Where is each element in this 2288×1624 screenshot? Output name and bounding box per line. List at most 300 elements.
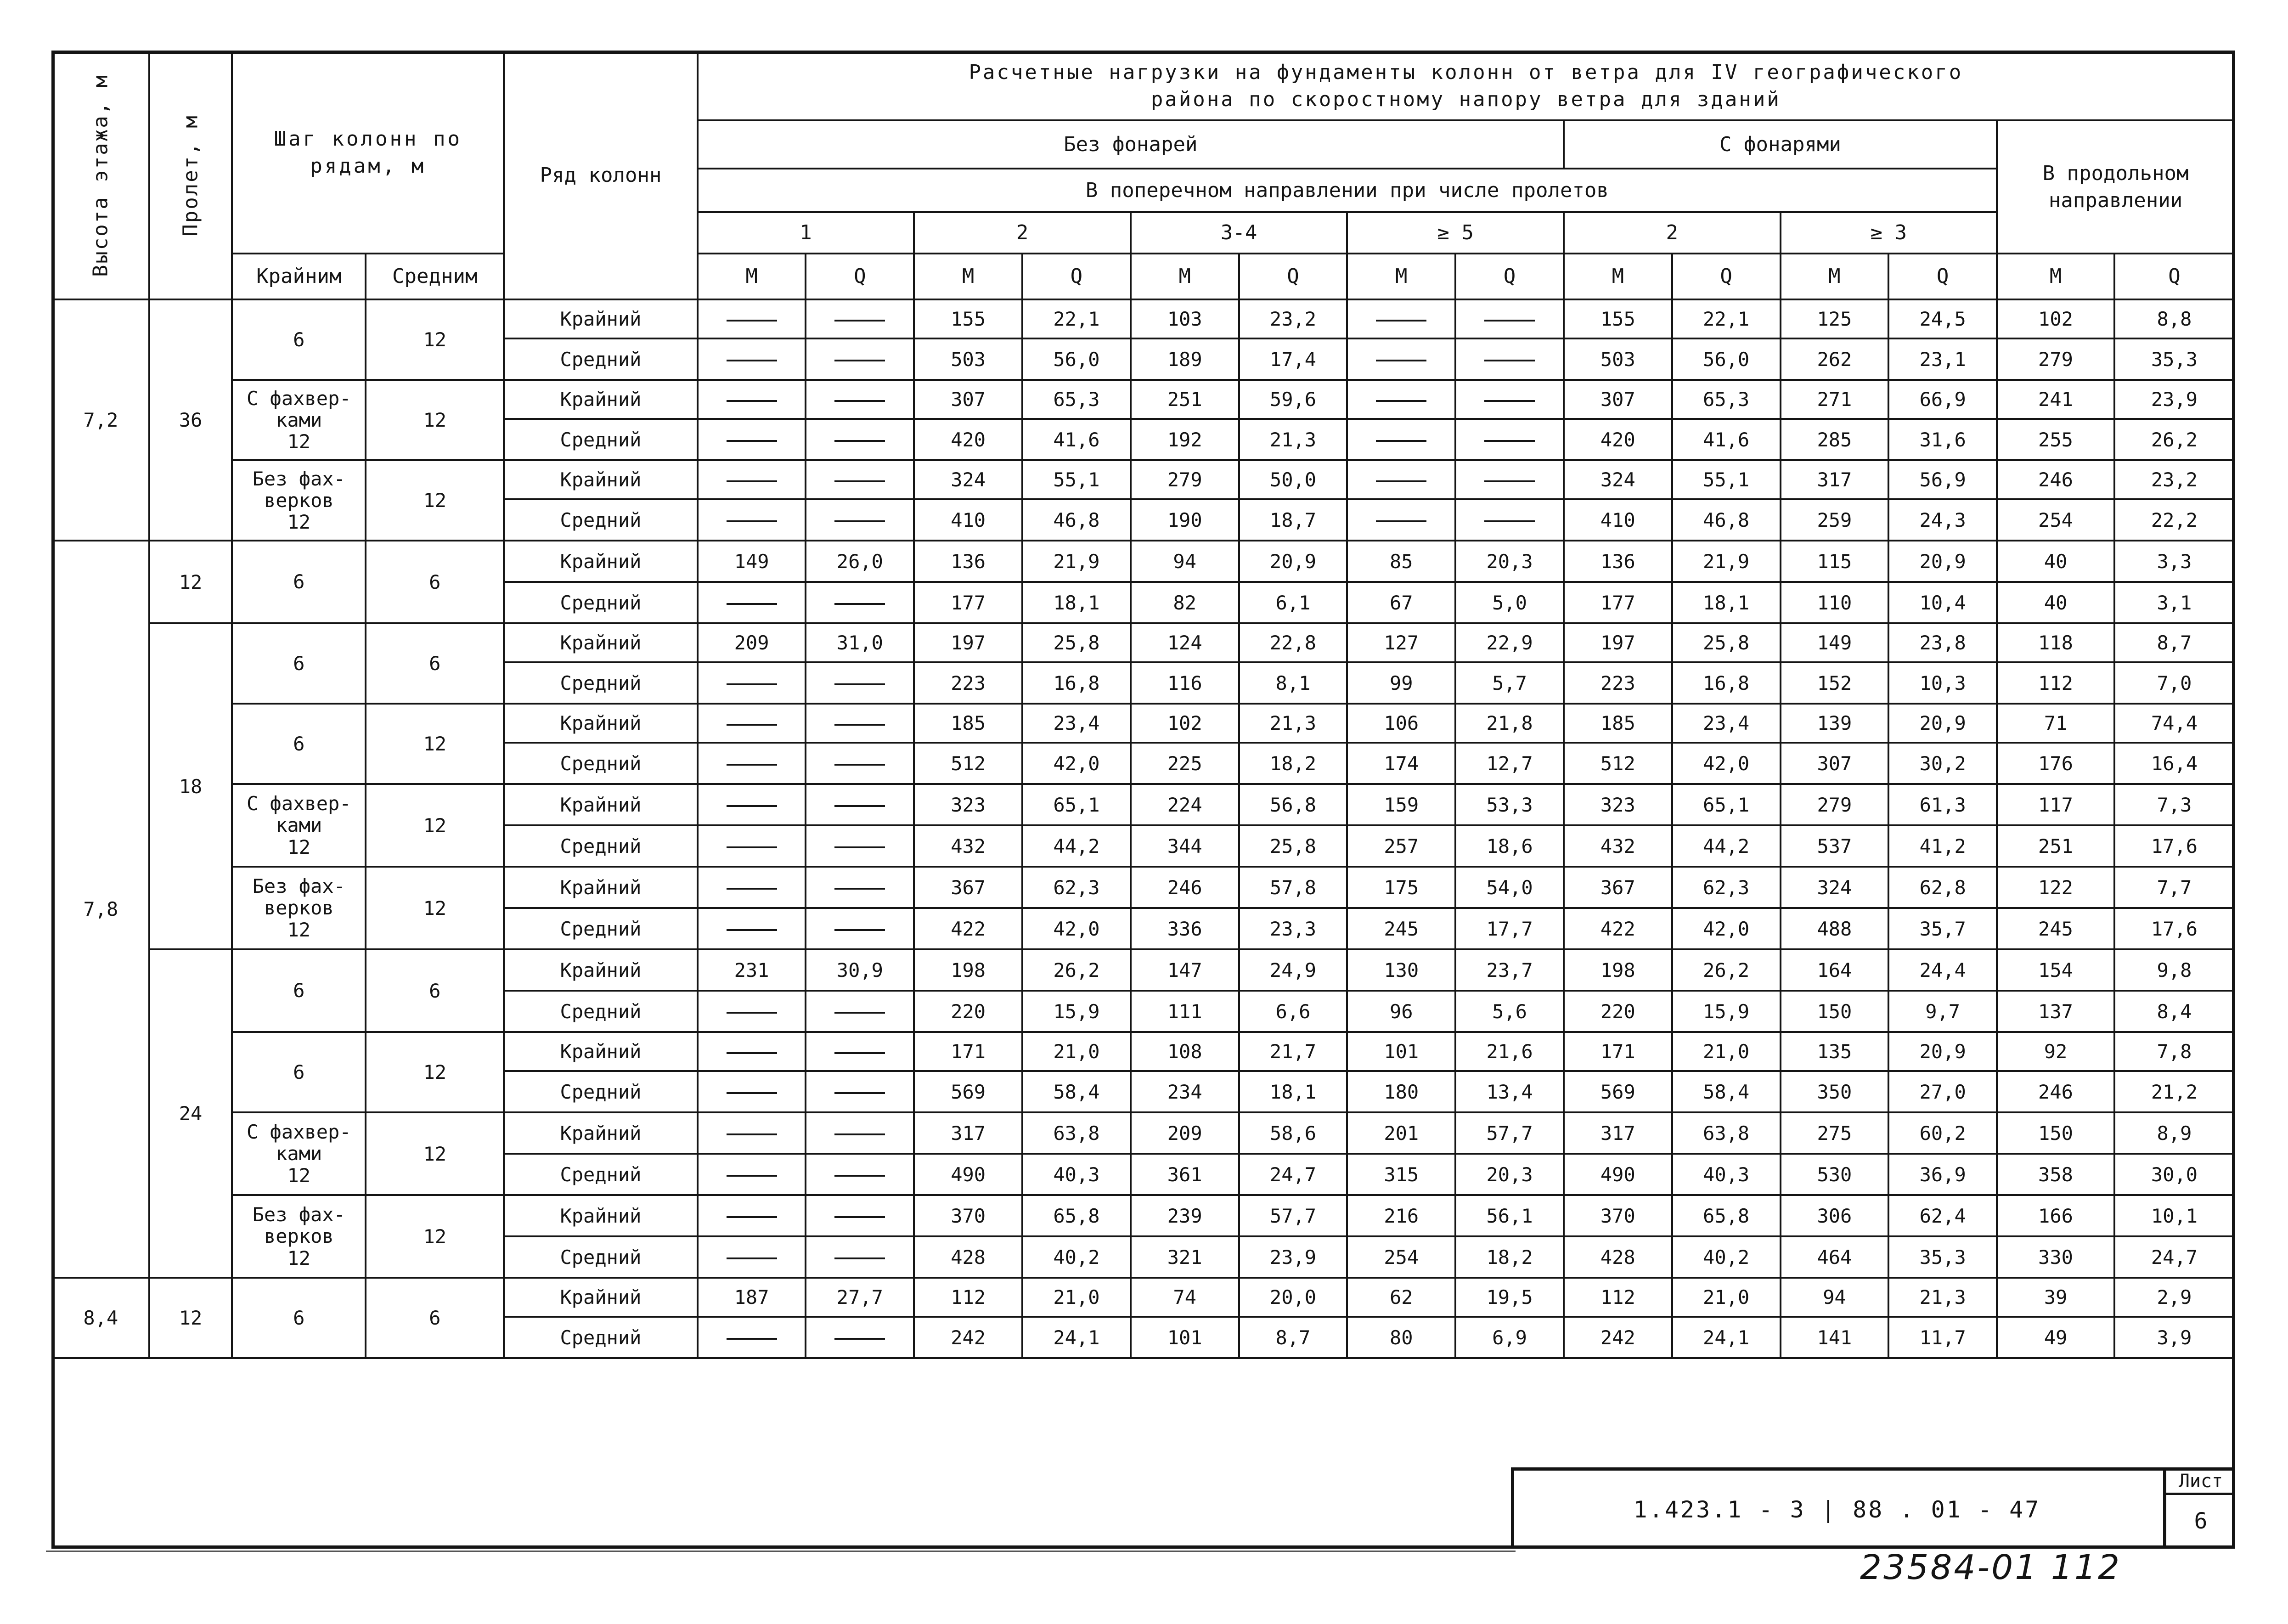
value-cell: 65,3 — [1022, 380, 1131, 419]
empty-value-dash — [1376, 360, 1426, 361]
document-code: 1.423.1 - 3 | 88 . 01 - 47 — [1633, 1496, 2041, 1523]
value-cell: 108 — [1131, 1032, 1239, 1071]
header-spans-group: ≥ 5 — [1347, 212, 1564, 254]
value-cell: 21,6 — [1455, 1032, 1564, 1071]
value-cell: 26,0 — [806, 541, 914, 582]
value-cell: 8,7 — [1239, 1317, 1347, 1358]
value-cell: 63,8 — [1672, 1112, 1781, 1154]
value-cell — [806, 991, 914, 1032]
empty-value-dash — [834, 764, 885, 766]
header-m: М — [914, 254, 1022, 299]
column-row-label: Крайний — [504, 867, 697, 908]
value-cell: 324 — [914, 460, 1022, 499]
value-cell: 150 — [1781, 991, 1889, 1032]
value-cell: 44,2 — [1022, 825, 1131, 867]
step-middle-cell: 12 — [366, 867, 504, 949]
span-cell: 12 — [149, 541, 232, 623]
empty-value-dash — [834, 603, 885, 605]
value-cell: 24,1 — [1022, 1317, 1131, 1358]
value-cell: 112 — [914, 1278, 1022, 1317]
value-cell — [1347, 338, 1455, 380]
value-cell — [806, 1071, 914, 1112]
value-cell: 58,4 — [1672, 1071, 1781, 1112]
value-cell: 317 — [914, 1112, 1022, 1154]
value-cell: 192 — [1131, 419, 1239, 460]
value-cell — [806, 825, 914, 867]
sheet-number: 6 — [2194, 1508, 2208, 1534]
value-cell: 23,8 — [1888, 623, 1997, 662]
step-middle-cell: 12 — [366, 380, 504, 460]
value-cell: 137 — [1997, 991, 2114, 1032]
value-cell — [806, 1317, 914, 1358]
floor-height-cell: 7,2 — [52, 299, 149, 541]
value-cell: 31,0 — [806, 623, 914, 662]
value-cell: 85 — [1347, 541, 1455, 582]
header-m: М — [1997, 254, 2114, 299]
value-cell — [698, 460, 806, 499]
value-cell: 63,8 — [1022, 1112, 1131, 1154]
value-cell: 9,8 — [2114, 949, 2234, 991]
value-cell: 21,0 — [1022, 1032, 1131, 1071]
value-cell: 62 — [1347, 1278, 1455, 1317]
value-cell: 65,8 — [1022, 1195, 1131, 1236]
empty-value-dash — [834, 805, 885, 807]
value-cell: 50,0 — [1239, 460, 1347, 499]
value-cell: 149 — [698, 541, 806, 582]
value-cell — [806, 299, 914, 338]
value-cell — [806, 867, 914, 908]
value-cell: 46,8 — [1672, 499, 1781, 541]
empty-value-dash — [834, 888, 885, 890]
value-cell: 18,1 — [1239, 1071, 1347, 1112]
header-spans-group: 3-4 — [1131, 212, 1347, 254]
column-row-label: Крайний — [504, 1032, 697, 1071]
header-with-lanterns: С фонарями — [1564, 120, 1997, 169]
value-cell: 234 — [1131, 1071, 1239, 1112]
empty-value-dash — [727, 520, 777, 522]
value-cell: 254 — [1347, 1236, 1455, 1278]
value-cell: 7,8 — [2114, 1032, 2234, 1071]
value-cell: 65,8 — [1672, 1195, 1781, 1236]
value-cell — [1455, 419, 1564, 460]
value-cell: 464 — [1781, 1236, 1889, 1278]
value-cell: 223 — [914, 662, 1022, 704]
header-q: Q — [806, 254, 914, 299]
value-cell — [1347, 299, 1455, 338]
header-transverse: В поперечном направлении при числе пролетов — [698, 169, 1997, 212]
empty-value-dash — [1376, 400, 1426, 402]
empty-value-dash — [727, 724, 777, 726]
empty-value-dash — [1376, 440, 1426, 442]
step-outer-cell: 6 — [232, 1278, 366, 1358]
empty-value-dash — [1376, 480, 1426, 482]
value-cell: 30,2 — [1888, 743, 1997, 784]
value-cell: 275 — [1781, 1112, 1889, 1154]
value-cell: 67 — [1347, 582, 1455, 623]
value-cell: 257 — [1347, 825, 1455, 867]
empty-value-dash — [834, 929, 885, 931]
value-cell: 422 — [1564, 908, 1672, 949]
value-cell: 262 — [1781, 338, 1889, 380]
value-cell: 62,8 — [1888, 867, 1997, 908]
value-cell — [698, 380, 806, 419]
value-cell: 225 — [1131, 743, 1239, 784]
value-cell: 20,3 — [1455, 541, 1564, 582]
value-cell: 367 — [1564, 867, 1672, 908]
value-cell: 317 — [1564, 1112, 1672, 1154]
value-cell: 139 — [1781, 704, 1889, 743]
value-cell — [698, 1195, 806, 1236]
value-cell: 61,3 — [1888, 784, 1997, 825]
empty-value-dash — [727, 683, 777, 685]
column-row-label: Средний — [504, 1154, 697, 1195]
value-cell: 17,7 — [1455, 908, 1564, 949]
value-cell — [1455, 380, 1564, 419]
value-cell: 23,3 — [1239, 908, 1347, 949]
value-cell — [806, 704, 914, 743]
value-cell: 21,0 — [1672, 1032, 1781, 1071]
value-cell: 101 — [1131, 1317, 1239, 1358]
value-cell: 21,9 — [1672, 541, 1781, 582]
column-row-label: Средний — [504, 743, 697, 784]
empty-value-dash — [727, 929, 777, 931]
header-longitudinal: В продольном направлении — [1997, 120, 2234, 254]
value-cell — [698, 991, 806, 1032]
value-cell: 18,7 — [1239, 499, 1347, 541]
table-row — [52, 949, 2234, 991]
empty-value-dash — [1484, 320, 1535, 321]
value-cell: 185 — [914, 704, 1022, 743]
value-cell: 57,7 — [1455, 1112, 1564, 1154]
step-outer-cell: 6 — [232, 704, 366, 784]
value-cell: 245 — [1997, 908, 2114, 949]
value-cell: 279 — [1131, 460, 1239, 499]
value-cell: 223 — [1564, 662, 1672, 704]
value-cell: 22,9 — [1455, 623, 1564, 662]
value-cell: 24,7 — [1239, 1154, 1347, 1195]
empty-value-dash — [834, 320, 885, 321]
value-cell: 18,2 — [1455, 1236, 1564, 1278]
value-cell: 3,3 — [2114, 541, 2234, 582]
value-cell: 174 — [1347, 743, 1455, 784]
floor-height-cell: 7,8 — [52, 541, 149, 1278]
span-cell: 18 — [149, 623, 232, 949]
value-cell: 428 — [914, 1236, 1022, 1278]
empty-value-dash — [727, 1012, 777, 1014]
column-row-label: Крайний — [504, 299, 697, 338]
value-cell: 24,9 — [1239, 949, 1347, 991]
value-cell: 40,2 — [1022, 1236, 1131, 1278]
value-cell: 65,3 — [1672, 380, 1781, 419]
value-cell: 49 — [1997, 1317, 2114, 1358]
step-outer-cell: Без фах- верков 12 — [232, 460, 366, 541]
value-cell — [806, 784, 914, 825]
value-cell: 40,3 — [1022, 1154, 1131, 1195]
value-cell: 42,0 — [1022, 743, 1131, 784]
value-cell: 3,9 — [2114, 1317, 2234, 1358]
value-cell: 220 — [1564, 991, 1672, 1032]
value-cell — [698, 908, 806, 949]
value-cell: 103 — [1131, 299, 1239, 338]
value-cell: 23,4 — [1672, 704, 1781, 743]
table-row — [52, 867, 2234, 908]
value-cell: 317 — [1781, 460, 1889, 499]
value-cell: 46,8 — [1022, 499, 1131, 541]
value-cell: 141 — [1781, 1317, 1889, 1358]
table-header — [52, 51, 2234, 299]
value-cell: 422 — [914, 908, 1022, 949]
value-cell: 74 — [1131, 1278, 1239, 1317]
value-cell — [698, 1071, 806, 1112]
value-cell: 136 — [1564, 541, 1672, 582]
frame-edge-line — [46, 1551, 1516, 1552]
column-row-label: Средний — [504, 499, 697, 541]
step-middle-cell: 12 — [366, 1195, 504, 1278]
value-cell: 6,6 — [1239, 991, 1347, 1032]
value-cell: 197 — [1564, 623, 1672, 662]
value-cell: 54,0 — [1455, 867, 1564, 908]
value-cell: 209 — [698, 623, 806, 662]
value-cell: 324 — [1564, 460, 1672, 499]
value-cell: 569 — [1564, 1071, 1672, 1112]
value-cell: 35,3 — [2114, 338, 2234, 380]
table-row — [52, 1195, 2234, 1236]
header-m: М — [1781, 254, 1889, 299]
value-cell: 336 — [1131, 908, 1239, 949]
value-cell: 324 — [1781, 867, 1889, 908]
empty-value-dash — [834, 1012, 885, 1014]
value-cell: 18,2 — [1239, 743, 1347, 784]
value-cell: 20,9 — [1888, 541, 1997, 582]
value-cell: 135 — [1781, 1032, 1889, 1071]
value-cell — [698, 582, 806, 623]
value-cell: 27,0 — [1888, 1071, 1997, 1112]
value-cell — [698, 1032, 806, 1071]
value-cell: 488 — [1781, 908, 1889, 949]
value-cell: 20,9 — [1888, 1032, 1997, 1071]
value-cell: 255 — [1997, 419, 2114, 460]
value-cell — [698, 419, 806, 460]
value-cell: 56,0 — [1022, 338, 1131, 380]
span-cell: 24 — [149, 949, 232, 1278]
value-cell: 94 — [1131, 541, 1239, 582]
value-cell: 22,1 — [1022, 299, 1131, 338]
column-row-label: Средний — [504, 338, 697, 380]
header-span: Пролет, м — [149, 51, 232, 299]
value-cell: 41,6 — [1672, 419, 1781, 460]
value-cell: 17,6 — [2114, 908, 2234, 949]
value-cell: 197 — [914, 623, 1022, 662]
empty-value-dash — [1484, 440, 1535, 442]
value-cell: 35,3 — [1888, 1236, 1997, 1278]
header-q: Q — [1888, 254, 1997, 299]
floor-height-cell: 8,4 — [52, 1278, 149, 1358]
value-cell — [806, 1236, 914, 1278]
value-cell: 23,2 — [2114, 460, 2234, 499]
column-row-label: Средний — [504, 991, 697, 1032]
value-cell — [698, 1317, 806, 1358]
value-cell: 25,8 — [1022, 623, 1131, 662]
value-cell: 185 — [1564, 704, 1672, 743]
header-spans-group: 2 — [914, 212, 1131, 254]
step-middle-cell: 12 — [366, 1032, 504, 1112]
value-cell: 55,1 — [1022, 460, 1131, 499]
header-spans-group: 2 — [1564, 212, 1781, 254]
value-cell: 71 — [1997, 704, 2114, 743]
step-middle-cell: 6 — [366, 541, 504, 623]
empty-value-dash — [834, 440, 885, 442]
value-cell: 285 — [1781, 419, 1889, 460]
empty-value-dash — [834, 360, 885, 361]
value-cell: 18,6 — [1455, 825, 1564, 867]
value-cell: 24,1 — [1672, 1317, 1781, 1358]
value-cell: 116 — [1131, 662, 1239, 704]
value-cell: 323 — [914, 784, 1022, 825]
value-cell — [698, 704, 806, 743]
value-cell: 251 — [1131, 380, 1239, 419]
header-m: М — [698, 254, 806, 299]
value-cell: 246 — [1131, 867, 1239, 908]
value-cell: 41,2 — [1888, 825, 1997, 867]
value-cell: 279 — [1997, 338, 2114, 380]
value-cell: 180 — [1347, 1071, 1455, 1112]
value-cell — [698, 662, 806, 704]
value-cell: 111 — [1131, 991, 1239, 1032]
value-cell: 18,1 — [1022, 582, 1131, 623]
empty-value-dash — [834, 1175, 885, 1177]
value-cell: 16,4 — [2114, 743, 2234, 784]
column-row-label: Крайний — [504, 1112, 697, 1154]
value-cell: 60,2 — [1888, 1112, 1997, 1154]
value-cell: 101 — [1347, 1032, 1455, 1071]
step-middle-cell: 12 — [366, 460, 504, 541]
value-cell — [698, 825, 806, 867]
value-cell: 23,9 — [1239, 1236, 1347, 1278]
empty-value-dash — [834, 1257, 885, 1259]
value-cell: 155 — [914, 299, 1022, 338]
value-cell: 16,8 — [1672, 662, 1781, 704]
empty-value-dash — [727, 400, 777, 402]
empty-value-dash — [727, 1052, 777, 1054]
value-cell: 59,6 — [1239, 380, 1347, 419]
value-cell: 175 — [1347, 867, 1455, 908]
empty-value-dash — [1376, 520, 1426, 522]
sheet-number-box — [2163, 1467, 2235, 1549]
empty-value-dash — [727, 603, 777, 605]
empty-value-dash — [727, 846, 777, 848]
value-cell: 177 — [1564, 582, 1672, 623]
value-cell: 62,3 — [1672, 867, 1781, 908]
table-row — [52, 1032, 2234, 1071]
value-cell: 21,2 — [2114, 1071, 2234, 1112]
value-cell: 307 — [1781, 743, 1889, 784]
step-middle-cell: 6 — [366, 1278, 504, 1358]
step-outer-cell: Без фах- верков 12 — [232, 867, 366, 949]
value-cell: 323 — [1564, 784, 1672, 825]
column-row-label: Крайний — [504, 380, 697, 419]
value-cell: 23,4 — [1022, 704, 1131, 743]
value-cell: 55,1 — [1672, 460, 1781, 499]
value-cell: 20,9 — [1239, 541, 1347, 582]
table-title-line2: района по скоростному напору ветра для зданий — [1150, 88, 1781, 111]
empty-value-dash — [1484, 520, 1535, 522]
value-cell: 503 — [1564, 338, 1672, 380]
value-cell: 503 — [914, 338, 1022, 380]
header-floor-height: Высота этажа, м — [52, 51, 149, 299]
empty-value-dash — [834, 724, 885, 726]
value-cell: 7,7 — [2114, 867, 2234, 908]
value-cell: 370 — [1564, 1195, 1672, 1236]
value-cell: 149 — [1781, 623, 1889, 662]
value-cell: 410 — [1564, 499, 1672, 541]
value-cell — [698, 499, 806, 541]
value-cell: 259 — [1781, 499, 1889, 541]
value-cell: 41,6 — [1022, 419, 1131, 460]
value-cell: 154 — [1997, 949, 2114, 991]
value-cell: 216 — [1347, 1195, 1455, 1236]
value-cell: 367 — [914, 867, 1022, 908]
value-cell: 370 — [914, 1195, 1022, 1236]
column-row-label: Крайний — [504, 1278, 697, 1317]
column-row-label: Крайний — [504, 541, 697, 582]
value-cell: 127 — [1347, 623, 1455, 662]
column-row-label: Средний — [504, 908, 697, 949]
value-cell: 152 — [1781, 662, 1889, 704]
value-cell: 30,0 — [2114, 1154, 2234, 1195]
value-cell: 21,7 — [1239, 1032, 1347, 1071]
header-q: Q — [1672, 254, 1781, 299]
column-row-label: Крайний — [504, 623, 697, 662]
value-cell: 24,3 — [1888, 499, 1997, 541]
value-cell — [1455, 338, 1564, 380]
value-cell: 31,6 — [1888, 419, 1997, 460]
step-middle-cell: 12 — [366, 784, 504, 867]
value-cell: 321 — [1131, 1236, 1239, 1278]
value-cell: 39 — [1997, 1278, 2114, 1317]
value-cell: 20,0 — [1239, 1278, 1347, 1317]
value-cell: 220 — [914, 991, 1022, 1032]
value-cell: 15,9 — [1672, 991, 1781, 1032]
empty-value-dash — [834, 480, 885, 482]
table-row — [52, 1278, 2234, 1317]
value-cell: 171 — [1564, 1032, 1672, 1071]
table-title-line1: Расчетные нагрузки на фундаменты колонн от ветра для IV географического — [969, 60, 1963, 84]
header-middle: Средним — [366, 254, 504, 299]
value-cell — [1455, 299, 1564, 338]
value-cell: 21,3 — [1239, 419, 1347, 460]
column-row-label: Крайний — [504, 1195, 697, 1236]
value-cell: 9,7 — [1888, 991, 1997, 1032]
value-cell: 53,3 — [1455, 784, 1564, 825]
value-cell: 21,8 — [1455, 704, 1564, 743]
value-cell: 124 — [1131, 623, 1239, 662]
value-cell: 201 — [1347, 1112, 1455, 1154]
inventory-number: 23584-01 112 — [1860, 1548, 2122, 1587]
value-cell: 245 — [1347, 908, 1455, 949]
table-row — [52, 380, 2234, 419]
value-cell: 24,7 — [2114, 1236, 2234, 1278]
header-outer: Крайним — [232, 254, 366, 299]
column-row-label: Средний — [504, 1236, 697, 1278]
value-cell: 117 — [1997, 784, 2114, 825]
value-cell — [698, 867, 806, 908]
value-cell: 40 — [1997, 582, 2114, 623]
empty-value-dash — [834, 1092, 885, 1094]
step-middle-cell: 6 — [366, 623, 504, 704]
column-row-label: Крайний — [504, 460, 697, 499]
empty-value-dash — [727, 320, 777, 321]
value-cell — [806, 419, 914, 460]
